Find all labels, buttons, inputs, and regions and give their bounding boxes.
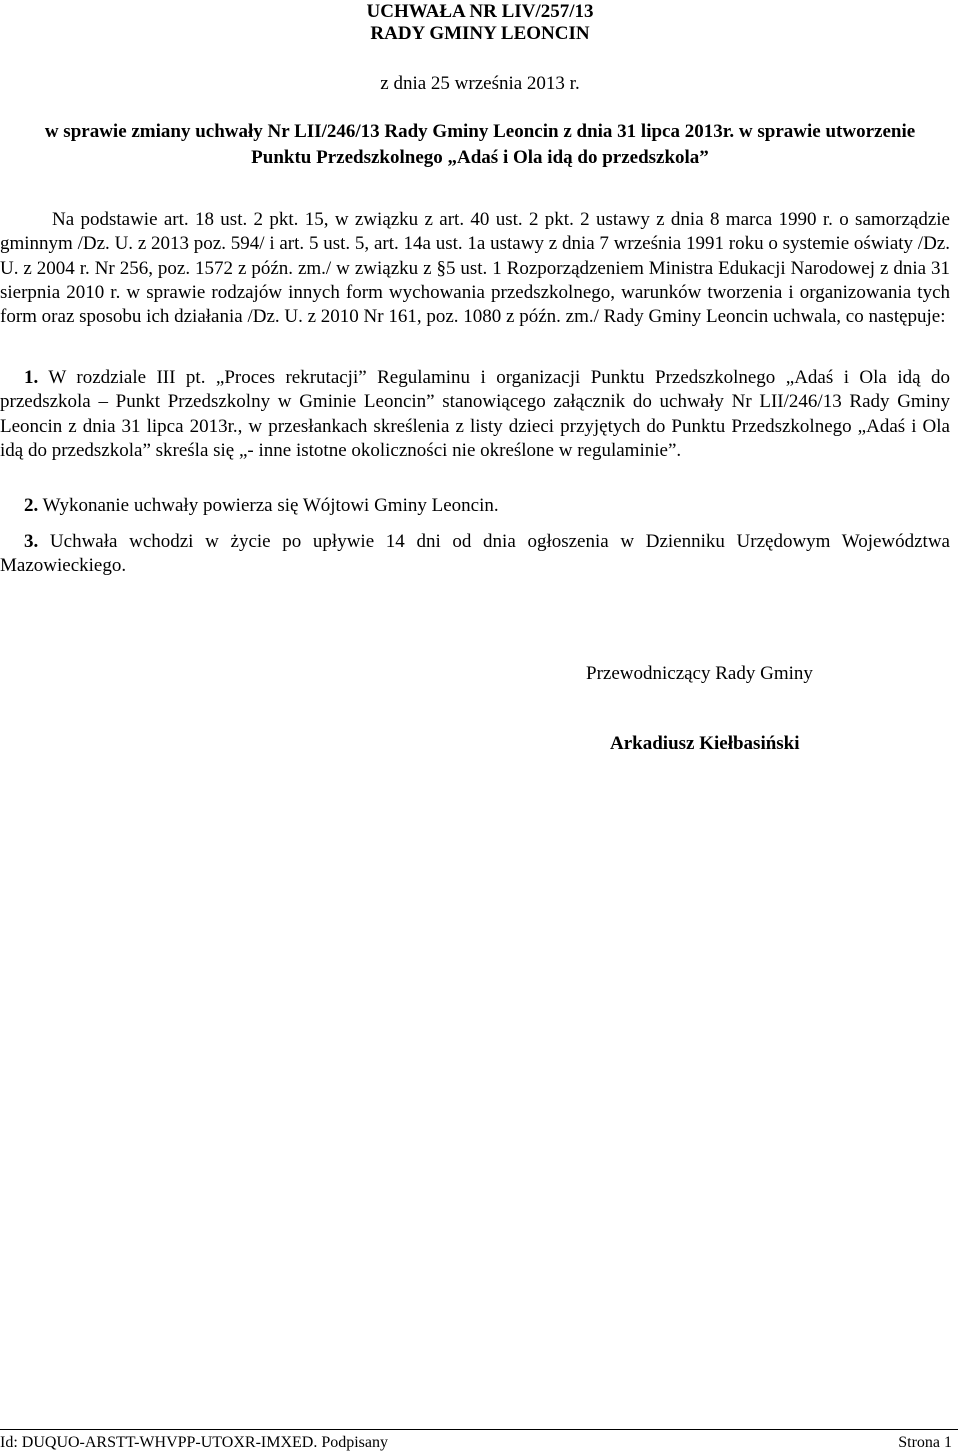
paragraph-1	[0, 366, 950, 463]
paragraph-1-text: W rozdziale III pt. „Proces rekrutacji” Regulaminu i organizacji Punktu Przedszkolnego „Adaś i Ola idą do przedszkola – Punkt Przedszkolny w Gminie Leoncin” stanowiącego załącznik do uchwały Nr LII/246/13 Rady Gminy Leoncin z dnia 31 lipca 2013r., w przesłankach skreślenia z listy dzieci przyjętych do Punktu Przedszkolnego „Adaś i Ola idą do przedszkola” skreśla się „- inne istotne okoliczności nie określone w regulaminie”.	[0, 367, 950, 461]
paragraph-1-number: 1.	[24, 367, 39, 388]
resolution-title: UCHWAŁA NR LIV/257/13	[366, 1, 594, 22]
footer-page-number: Strona 1	[898, 1434, 952, 1451]
paragraph-3	[0, 530, 950, 579]
resolution-date: z dnia 25 września 2013 r.	[380, 73, 580, 94]
footer-document-id: Id: DUQUO-ARSTT-WHVPP-UTOXR-IMXED. Podpisany	[0, 1434, 388, 1451]
signature-name: Arkadiusz Kiełbasiński	[610, 733, 800, 754]
council-name: RADY GMINY LEONCIN	[370, 23, 590, 44]
legal-basis-paragraph: Na podstawie art. 18 ust. 2 pkt. 15, w związku z art. 40 ust. 2 pkt. 2 ustawy z dnia 8 marca 1990 r. o samorządzie gminnym /Dz. U. z 2013 poz. 594/ i art. 5 ust. 5, art. 14a ust. 1a ustawy z dnia 7 września 1991 roku o systemie oświaty /Dz. U. z 2004 r. Nr 256, poz. 1572 z późn. zm./ w związku z §5 ust. 1 Rozporządzeniem Ministra Edukacji Narodowej z dnia 31 sierpnia 2010 r. w sprawie rodzajów innych form wychowania przedszkolnego, warunków tworzenia i organizowania tych form oraz sposobu ich działania /Dz. U. z 2010 Nr 161, poz. 1080 z późn. zm./ Rady Gminy Leoncin uchwala, co następuje:	[0, 209, 950, 328]
resolution-subject-line1: w sprawie zmiany uchwały Nr LII/246/13 Rady Gminy Leoncin z dnia 31 lipca 2013r. w sprawie utworzenie	[44, 121, 916, 142]
resolution-subject-line2: Punktu Przedszkolnego „Adaś i Ola idą do przedszkola”	[251, 147, 709, 168]
footer-divider	[0, 1429, 958, 1430]
paragraph-2-text: Wykonanie uchwały powierza się Wójtowi Gminy Leoncin.	[38, 495, 499, 516]
paragraph-2	[0, 494, 950, 518]
paragraph-2-number: 2.	[24, 495, 39, 516]
paragraph-3-text: Uchwała wchodzi w życie po upływie 14 dni od dnia ogłoszenia w Dzienniku Urzędowym Województwa Mazowieckiego.	[0, 531, 950, 577]
signature-title: Przewodniczący Rady Gminy	[586, 663, 813, 684]
paragraph-3-number: 3.	[24, 531, 39, 552]
